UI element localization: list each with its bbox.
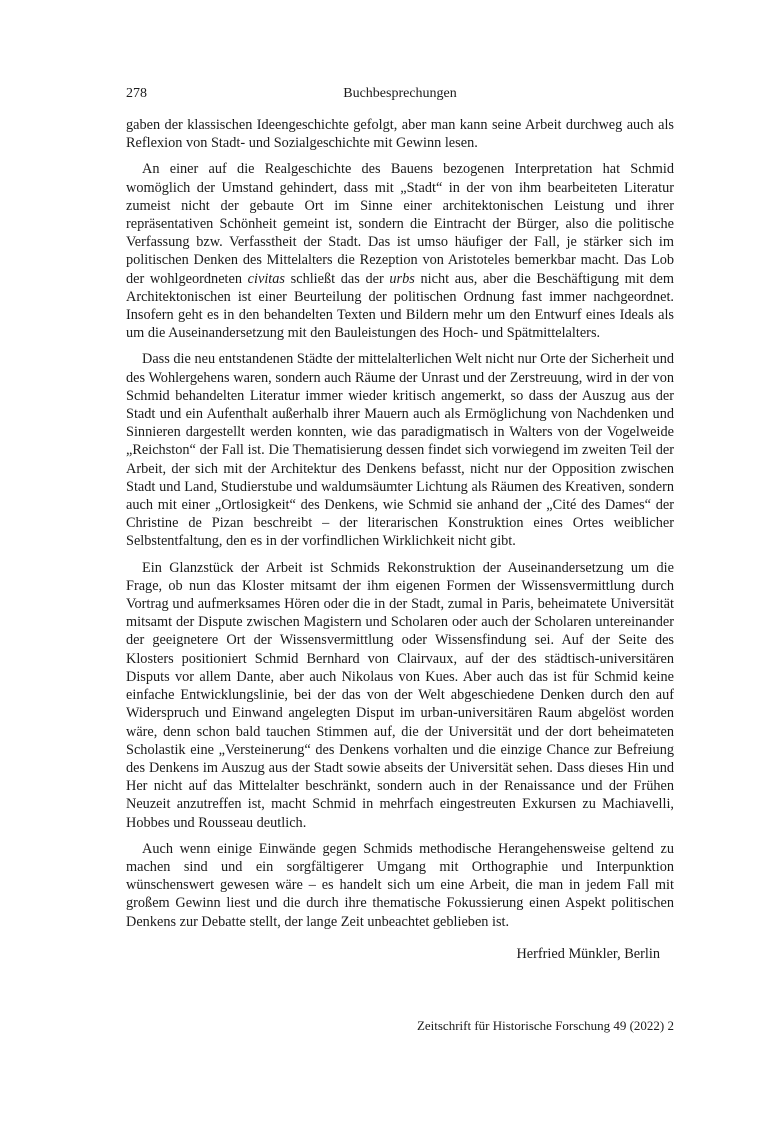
paragraph-text: Auch wenn einige Einwände gegen Schmids methodische Herangehensweise geltend zu machen sind und ein sorgfältigerer Umgang mit Orthographie und Interpunktion wünschenswert gewesen wäre – es handelt sich um eine Arbeit, die man in jedem Fall mit großem Gewinn liest und die durch ihre thematische Fokussierung einen Aspekt politischen Denkens zur Debatte stellt, der lange Zeit unbeachtet geblieben ist. (126, 840, 674, 930)
italic-term: civitas (247, 270, 285, 287)
paragraph-text: Ein Glanzstück der Arbeit ist Schmids Rekonstruktion der Auseinandersetzung um die Frage, ob nun das Kloster mitsamt der ihm eigenen Formen der Wissensvermittlung durch Vortrag und aufmerksames Hören oder die in der Stadt, zumal in Paris, beheimatete Universität mitsamt der Dispute zwischen Magistern und Scholaren oder auch der Scholaren untereinander der geeignetere Ort der Wissensvermittlung oder Wissensfindung sei. Auf der Seite des Klosters positioniert Schmid Bernhard von Clairvaux, auf der des städtisch-universitären Disputs vor allem Dante, aber auch Nikolaus von Kues. Aber auch das ist für Schmid keine einfache Entwicklungslinie, bei der das von der Welt abgeschiedene Denken durch den auf Widerspruch und Einwand angelegten Disput im urban-universitären Raum abgelöst worden wäre, denn schon bald tauchen Stimmen auf, die der Universität und der dort beheimateten Scholastik eine „Versteinerung“ des Denkens vorhalten und die einzige Chance zur Befreiung des Denkens im Auszug aus der Stadt sowie abseits der Universität sehen. Dass dieses Hin und Her nicht auf das Mittelalter beschränkt, sondern auch in der Renaissance und der Frühen Neuzeit anzutreffen ist, macht Schmid in mehrfach eingestreuten Exkursen zu Machiavelli, Hobbes und Rousseau deutlich. (126, 559, 674, 831)
paragraph-text: nicht aus, aber die Beschäftigung mit dem Architektonischen ist einer Beurteilung der politischen Ordnung fast immer nachgeordnet. Insofern geht es in den behandelten Texten und Bildern mehr um den Entwurf eines Ideals als um die Auseinandersetzung mit den Bauleistungen des Hoch- und Spätmittelalters. (126, 270, 674, 342)
paragraph-text: An einer auf die Realgeschichte des Bauens bezogenen Interpretation hat Schmid womöglich der Umstand gehindert, dass mit „Stadt“ in der von ihm bearbeiteten Literatur zumeist nicht der gebaute Ort im Sinne einer architektonischen Leistung und ihrer repräsentativen Schönheit gemeint ist, sondern die Eintracht der Bürger, also die politische Verfassung bzw. Verfasstheit der Stadt. Das ist umso häufiger der Fall, je stärker sich im politischen Denken des Mittelalters die Rezeption von Aristoteles bemerkbar macht. Das Lob der wohlgeordneten (126, 161, 674, 287)
page-number: 278 (126, 86, 147, 101)
page-header (126, 84, 674, 104)
body-paragraph (126, 350, 674, 550)
article-body (126, 116, 674, 939)
body-paragraph (126, 116, 674, 152)
review-signature: Herfried Münkler, Berlin (516, 946, 660, 962)
body-paragraph (126, 160, 674, 342)
body-paragraph (126, 840, 674, 931)
running-title: Buchbesprechungen (343, 86, 457, 101)
body-paragraph (126, 559, 674, 832)
paragraph-text: Dass die neu entstandenen Städte der mittelalterlichen Welt nicht nur Orte der Sicherheit und des Wohlergehens waren, sondern auch Räume der Unrast und der Zerstreuung, wird in der von Schmid behandelten Literatur immer wieder kritisch angemerkt, so dass der Auszug aus der Stadt und ein Aufenthalt außerhalb ihrer Mauern auch als Ermöglichung von Nachdenken und Sinnieren dargestellt werden konnten, wie das paradigmatisch in Walters von der Vogelweide „Reichston“ der Fall ist. Die Thematisierung dessen findet sich vorwiegend im zweiten Teil der Arbeit, der sich mit der Architektur des Denkens befasst, nicht nur der Opposition zwischen Stadt und Land, Studierstube und waldumsäumter Lichtung als Räumen des Kreativen, sondern auch mit einer „Ortlosigkeit“ des Denkens, wie Schmid sie anhand der „Cité des Dames“ der Christine de Pizan beschreibt – der literarischen Konstruktion eines Ortes weiblicher Selbstentfaltung, den es in der vorfindlichen Wirklichkeit nicht gibt. (126, 351, 674, 550)
journal-footer: Zeitschrift für Historische Forschung 49 (2022) 2 (416, 1018, 674, 1033)
paragraph-text: schließt das der (285, 270, 390, 287)
italic-term: urbs (389, 270, 415, 287)
paragraph-text: gaben der klassischen Ideengeschichte gefolgt, aber man kann seine Arbeit durchweg auch als Reflexion von Stadt- und Sozialgeschichte mit Gewinn lesen. (126, 117, 674, 152)
